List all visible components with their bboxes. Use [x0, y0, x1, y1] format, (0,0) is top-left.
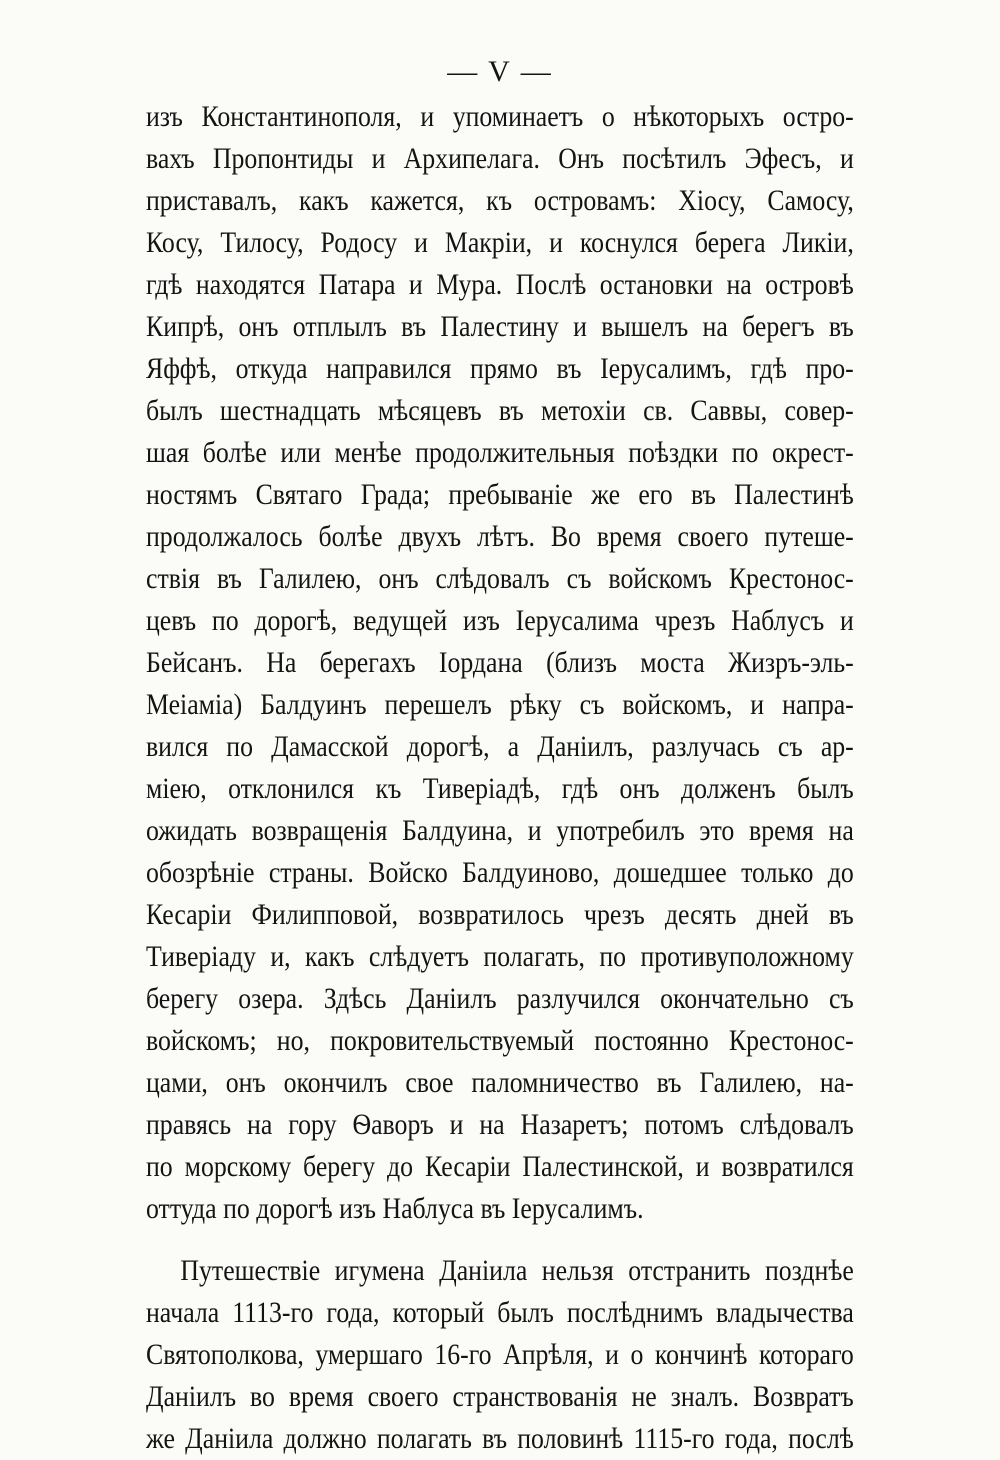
body-text — [146, 96, 854, 1460]
text-line: Даніилъ во время своего странствованія не зналъ. Возвратъ — [146, 1380, 854, 1413]
text-line: начала 1113-го года, который былъ послѣднимъ владычества — [146, 1296, 854, 1329]
text-line: обозрѣніе страны. Войско Балдуиново, дошедшее только до — [146, 856, 854, 889]
text-line: же Даніила должно полагать въ половинѣ 1115-го года, послѣ — [146, 1422, 854, 1455]
text-line: былъ шестнадцать мѣсяцевъ въ метохіи св. Саввы, совер- — [146, 394, 854, 427]
paragraph-1 — [146, 96, 854, 1230]
text-line: приставалъ, какъ кажется, къ островамъ: Хіосу, Самосу, — [146, 184, 854, 217]
text-line: ожидать возвращенія Балдуина, и употребилъ это время на — [146, 814, 854, 847]
text-line: Тиверіаду и, какъ слѣдуетъ полагать, по противуположному — [146, 940, 854, 973]
text-line: гдѣ находятся Патара и Мура. Послѣ остановки на островѣ — [146, 268, 854, 301]
text-line: Путешествіе игумена Даніила нельзя отстранить позднѣе — [180, 1254, 854, 1287]
text-line: цами, онъ окончилъ свое паломничество въ Галилею, на- — [146, 1066, 854, 1099]
text-line: Яффѣ, откуда направился прямо въ Іерусалимъ, гдѣ про- — [146, 352, 854, 385]
text-line: Святополкова, умершаго 16-го Апрѣля, и о кончинѣ котораго — [146, 1338, 854, 1371]
text-line: шая болѣе или менѣе продолжительныя поѣздки по окрест- — [146, 436, 854, 469]
paragraph-2 — [146, 1250, 854, 1460]
text-line: по морскому берегу до Кесаріи Палестинской, и возвратился — [146, 1150, 854, 1183]
text-line: берегу озера. Здѣсь Даніилъ разлучился окончательно съ — [146, 982, 854, 1015]
text-line: продолжалось болѣе двухъ лѣтъ. Во время своего путеше- — [146, 520, 854, 553]
text-line: Косу, Тилосу, Родосу и Макріи, и коснулся берега Ликіи, — [146, 226, 854, 259]
text-line: Кипрѣ, онъ отплылъ въ Палестину и вышелъ на берегъ въ — [146, 310, 854, 343]
text-line: ствія въ Галилею, онъ слѣдовалъ съ войскомъ Крестонос- — [146, 562, 854, 595]
text-line-underlined: Кесаріи Филипповой, возвратилось чрезъ десять дней въ — [146, 898, 854, 931]
text-line: войскомъ; но, покровительствуемый постоянно Крестонос- — [146, 1024, 854, 1057]
text-line: вился по Дамасской дорогѣ, а Даніилъ, разлучась съ ар- — [146, 730, 854, 763]
text-line: правясь на гору Ѳаворъ и на Назаретъ; потомъ слѣдовалъ — [146, 1108, 854, 1141]
text-line: міею, отклонился къ Тиверіадѣ, гдѣ онъ долженъ былъ — [146, 772, 854, 805]
text-line: вахъ Пропонтиды и Архипелага. Онъ посѣтилъ Эфесъ, и — [146, 142, 854, 175]
text-line: ностямъ Святаго Града; пребываніе же его въ Палестинѣ — [146, 478, 854, 511]
text-line: цевъ по дорогѣ, ведущей изъ Іерусалима чрезъ Наблусъ и — [146, 604, 854, 637]
text-line: оттуда по дорогѣ изъ Наблуса въ Іерусалимъ. — [146, 1192, 644, 1225]
paragraph-gap — [146, 1230, 854, 1250]
page-number: — V — — [447, 55, 553, 88]
text-line: изъ Константинополя, и упоминаетъ о нѣкоторыхъ остро- — [146, 100, 854, 133]
text-line: Меіаміа) Балдуинъ перешелъ рѣку съ войскомъ, и напра- — [146, 688, 854, 721]
text-line: Бейсанъ. На берегахъ Іордана (близъ моста Жизръ-эль- — [146, 646, 854, 679]
